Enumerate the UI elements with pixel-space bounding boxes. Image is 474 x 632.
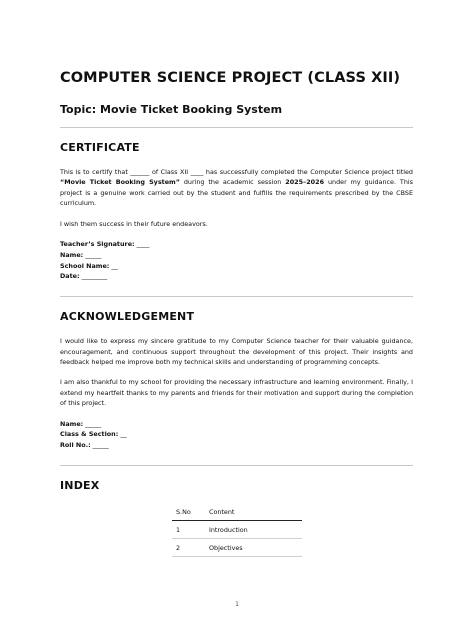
field-value: ________ (79, 272, 108, 281)
acknowledgement-paragraph-1: I would like to express my sincere gratitude to my Computer Science teacher for their valuable guidance, encouragement, and continuous support throughout the development of this project. Their insights and feedback helped me improve both my technical skills and understanding of programming concepts. (60, 337, 413, 367)
text-run: during the academic session (179, 178, 286, 187)
field-label: Date: (60, 272, 80, 281)
field-name (60, 250, 413, 261)
index-table (172, 505, 302, 557)
table-cell: Objectives (205, 539, 302, 557)
table-cell: Introduction (205, 521, 302, 539)
certificate-paragraph (60, 167, 413, 209)
field-school-name (60, 261, 413, 272)
acknowledgement-fields (60, 419, 413, 451)
field-label: Class & Section: (60, 430, 119, 439)
certificate-wish: I wish them success in their future endeavors. (60, 219, 208, 228)
field-label: Teacher’s Signature: (60, 240, 135, 249)
table-row (172, 521, 302, 539)
topic-heading: Topic: Movie Ticket Booking System (60, 103, 283, 116)
field-value: _____ (83, 419, 102, 428)
index-heading: INDEX (60, 479, 100, 493)
field-value: ____ (134, 240, 150, 249)
field-value: _____ (90, 441, 109, 450)
text-run: This is to certify that ______ of Class XII ____ has successfully completed the Computer Science project titled (60, 168, 413, 176)
divider (60, 296, 413, 297)
field-label: Name: (60, 419, 84, 428)
field-value: _____ (83, 250, 102, 259)
field-student-name (60, 419, 413, 430)
session-bold: 2025–2026 (285, 178, 325, 187)
acknowledgement-heading: ACKNOWLEDGEMENT (60, 310, 195, 324)
table-header-row (172, 505, 302, 521)
acknowledgement-paragraph-2: I am also thankful to my school for providing the necessary infrastructure and learning environment. Finally, I extend my heartfelt thanks to my parents and friends for their motivation and support during the completion of this project. (60, 378, 413, 408)
certificate-heading: CERTIFICATE (60, 141, 140, 154)
document-title: COMPUTER SCIENCE PROJECT (CLASS XII) (60, 70, 401, 86)
table-cell: 2 (172, 539, 205, 557)
field-value: __ (118, 430, 127, 439)
divider (60, 127, 413, 128)
divider (60, 465, 413, 466)
field-teacher-signature (60, 239, 413, 250)
table-row (172, 539, 302, 557)
field-value: __ (109, 261, 118, 270)
certificate-fields (60, 239, 413, 282)
field-label: Roll No.: (60, 441, 91, 450)
text-run: under my guidance. This project is a genuine work carried out by the student and fulfills the requirements prescribed by the CBSE curriculum. (60, 178, 413, 208)
project-title-bold: “Movie Ticket Booking System” (60, 178, 180, 187)
field-date (60, 271, 413, 282)
page-number: 1 (234, 600, 240, 608)
field-label: School Name: (60, 261, 110, 270)
field-label: Name: (60, 250, 84, 259)
field-roll-no (60, 440, 413, 451)
table-cell: 1 (172, 521, 205, 539)
field-class-section (60, 429, 413, 440)
column-header-content: Content (205, 505, 302, 521)
column-header-sno: S.No (172, 505, 205, 521)
document-page (60, 70, 413, 557)
